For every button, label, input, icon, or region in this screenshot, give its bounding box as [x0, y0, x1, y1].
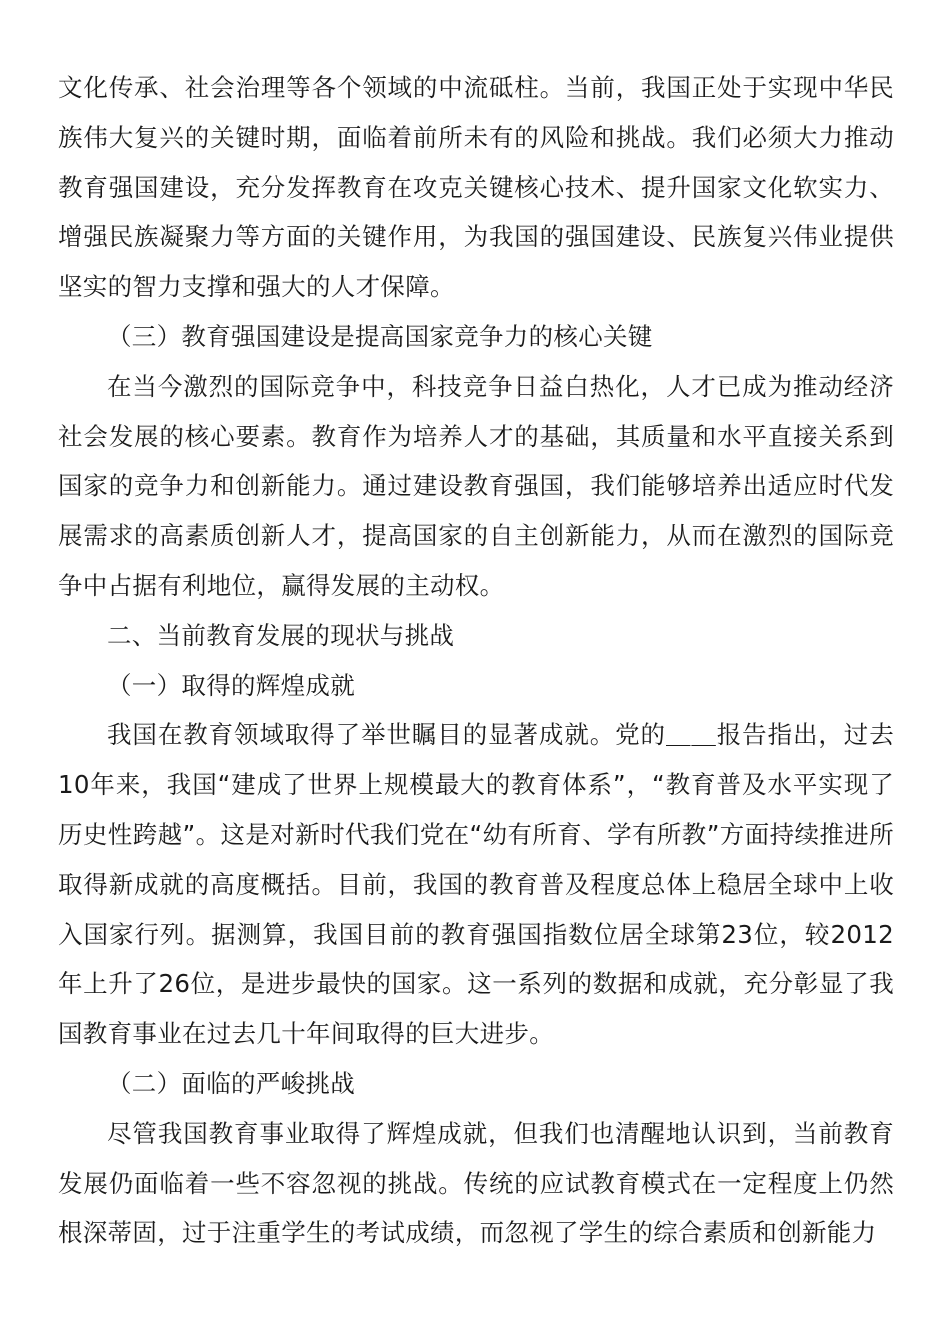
section-heading-2: （二）面临的严峻挑战	[107, 1068, 355, 1098]
section-heading-3: （三）教育强国建设是提高国家竞争力的核心关键	[107, 321, 653, 351]
document-page	[58, 63, 894, 1258]
paragraph-competitiveness: 在当今激烈的国际竞争中，科技竞争日益白热化，人才已成为推动经济社会发展的核心要素。教育作为培养人才的基础，其质量和水平直接关系到国家的竞争力和创新能力。通过建设教育强国，我们能够培养出适应时代发展需求的高素质创新人才，提高国家的自主创新能力，从而在激烈的国际竞争中占据有利地位，赢得发展的主动权。	[58, 371, 894, 600]
paragraph-continuation: 文化传承、社会治理等各个领域的中流砥柱。当前，我国正处于实现中华民族伟大复兴的关键时期，面临着前所未有的风险和挑战。我们必须大力推动教育强国建设，充分发挥教育在攻克关键核心技术、提升国家文化软实力、增强民族凝聚力等方面的关键作用，为我国的强国建设、民族复兴伟业提供坚实的智力支撑和强大的人才保障。	[58, 73, 894, 302]
chapter-heading-2: 二、当前教育发展的现状与挑战	[107, 620, 455, 650]
paragraph-achievements: 我国在教育领域取得了举世瞩目的显著成就。党的＿＿报告指出，过去10年来，我国“建成了世界上规模最大的教育体系”，“教育普及水平实现了历史性跨越”。这是对新时代我们党在“幼有所育、学有所教”方面持续推进所取得新成就的高度概括。目前，我国的教育普及程度总体上稳居全球中上收入国家行列。据测算，我国目前的教育强国指数位居全球第23位，较2012年上升了26位，是进步最快的国家。这一系列的数据和成就，充分彰显了我国教育事业在过去几十年间取得的巨大进步。	[58, 720, 894, 1049]
paragraph-challenges: 尽管我国教育事业取得了辉煌成就，但我们也清醒地认识到，当前教育发展仍面临着一些不容忽视的挑战。传统的应试教育模式在一定程度上仍然根深蒂固，过于注重学生的考试成绩，而忽视了学生的综合素质和创新能力	[58, 1118, 894, 1248]
section-heading-1: （一）取得的辉煌成就	[107, 670, 355, 700]
